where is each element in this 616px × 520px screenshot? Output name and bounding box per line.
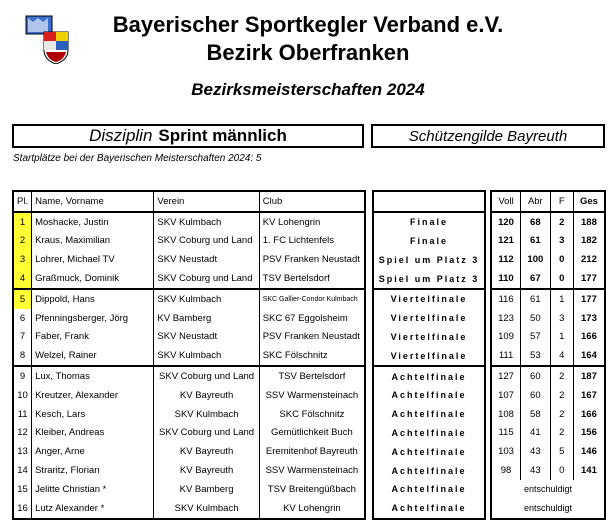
f-cell: 2	[550, 405, 573, 424]
abr-cell: 100	[521, 250, 551, 269]
ges-cell: 167	[581, 389, 597, 401]
place-cell: 6	[13, 309, 32, 328]
f-cell: 2	[550, 424, 573, 443]
voll-cell: 112	[491, 250, 521, 269]
round-cell: Viertelfinale	[390, 350, 468, 361]
round-cell: Finale	[373, 212, 485, 232]
round-cell: Achtelfinale	[373, 366, 485, 386]
club-cell: SKC Fölschnitz	[279, 408, 345, 420]
round-row	[373, 309, 485, 328]
round-row	[373, 212, 485, 232]
place-cell: 10	[13, 386, 32, 405]
table-row	[13, 212, 365, 232]
score-header-row	[491, 191, 605, 212]
voll-cell: 108	[491, 405, 521, 424]
col-verein: Verein	[154, 191, 259, 212]
table-row	[13, 328, 365, 347]
f-cell: 2	[550, 366, 573, 386]
place-cell: 1	[13, 212, 32, 232]
round-cell: Achtelfinale	[391, 503, 467, 514]
verein-cell: KV Bayreuth	[154, 461, 259, 480]
excused-cell: entschuldigt	[523, 484, 573, 495]
ges-cell: 177	[573, 289, 605, 309]
round-cell: Viertelfinale	[373, 289, 485, 309]
name-cell: Dippold, Hans	[32, 289, 154, 309]
club-cell: SKC Fölschnitz	[262, 350, 328, 362]
discipline-label: Disziplin	[89, 126, 153, 145]
score-row	[491, 442, 605, 461]
place-cell: 11	[13, 405, 32, 424]
verein-cell: KV Bayreuth	[154, 386, 259, 405]
ges-cell: 146	[581, 446, 597, 458]
round-row	[373, 499, 485, 519]
club-cell: TSV Breitengüßbach	[267, 483, 356, 495]
round-row	[373, 424, 485, 443]
score-row	[491, 405, 605, 424]
score-row	[491, 346, 605, 366]
round-cell: Viertelfinale	[390, 313, 468, 324]
score-row	[491, 250, 605, 269]
venue-name: Schützengilde Bayreuth	[408, 127, 568, 145]
name-cell: Lux, Thomas	[32, 366, 154, 386]
score-row	[491, 289, 605, 309]
f-cell: 0	[550, 269, 573, 289]
ges-cell: 164	[581, 350, 597, 362]
table-row	[13, 405, 365, 424]
f-cell: 0	[550, 461, 573, 480]
col-club: Club	[262, 195, 283, 207]
round-row	[373, 386, 485, 405]
score-row	[491, 309, 605, 328]
abr-cell: 68	[521, 212, 551, 232]
excused-cell: entschuldigt	[523, 503, 573, 514]
round-cell: Achtelfinale	[391, 409, 467, 420]
col-ges: Ges	[579, 195, 598, 207]
club-cell: TSV Bertelsdorf	[262, 273, 330, 285]
ges-cell: 141	[581, 465, 597, 477]
f-cell: 3	[550, 232, 573, 251]
ges-cell: 188	[573, 212, 605, 232]
round-cell: Achtelfinale	[391, 427, 467, 438]
abr-cell: 43	[521, 461, 551, 480]
ges-cell: 212	[581, 254, 597, 266]
place-cell: 2	[13, 232, 32, 251]
voll-cell: 120	[491, 212, 521, 232]
f-cell: 3	[550, 309, 573, 328]
round-row	[373, 328, 485, 347]
voll-cell: 98	[491, 461, 521, 480]
abr-cell: 41	[521, 424, 551, 443]
col-pl: Pl.	[13, 191, 32, 212]
score-row	[491, 232, 605, 251]
round-cell: Spiel um Platz 3	[378, 254, 480, 265]
voll-cell: 115	[491, 424, 521, 443]
col-abr: Abr	[521, 191, 551, 212]
col-name: Name, Vorname	[32, 191, 154, 212]
ges-cell: 166	[581, 408, 597, 420]
round-row	[373, 461, 485, 480]
f-cell: 2	[550, 212, 573, 232]
score-row	[491, 386, 605, 405]
abr-cell: 50	[521, 309, 551, 328]
club-cell: 1. FC Lichtenfels	[262, 235, 335, 247]
score-row	[491, 461, 605, 480]
place-cell: 7	[13, 328, 32, 347]
event-title: Bezirksmeisterschaften 2024	[191, 80, 425, 99]
voll-cell: 121	[491, 232, 521, 251]
discipline-box	[12, 124, 364, 148]
table-row	[13, 386, 365, 405]
voll-cell: 116	[491, 289, 521, 309]
results-table	[12, 190, 366, 520]
round-row	[373, 232, 485, 251]
ges-cell: 156	[581, 427, 597, 439]
verein-cell: SKV Coburg und Land	[154, 424, 259, 443]
f-cell: 1	[550, 289, 573, 309]
club-cell: KV Lohengrin	[283, 502, 341, 514]
club-cell: PSV Franken Neustadt	[262, 331, 360, 343]
name-cell: Lutz Alexander *	[32, 499, 154, 519]
name-cell: Anger, Arne	[32, 442, 154, 461]
club-cell: SKC 67 Eggolsheim	[262, 312, 348, 324]
verein-cell: KV Bamberg	[154, 480, 259, 499]
name-cell: Kraus, Maximilian	[32, 232, 154, 251]
abr-cell: 60	[521, 366, 551, 386]
table-row	[13, 480, 365, 499]
round-row	[373, 405, 485, 424]
round-table	[372, 190, 486, 520]
verein-cell: SKV Kulmbach	[154, 212, 259, 232]
voll-cell: 103	[491, 442, 521, 461]
f-cell: 5	[550, 442, 573, 461]
round-cell: Achtelfinale	[391, 390, 467, 401]
place-cell: 5	[13, 289, 32, 309]
verein-cell: SKV Neustadt	[154, 328, 259, 347]
abr-cell: 60	[521, 386, 551, 405]
verein-cell: SKV Coburg und Land	[154, 366, 259, 386]
place-cell: 16	[13, 499, 32, 519]
round-row	[373, 480, 485, 499]
f-cell: 4	[550, 346, 573, 366]
verein-cell: SKV Coburg und Land	[154, 232, 259, 251]
table-row	[13, 289, 365, 309]
score-row	[491, 328, 605, 347]
name-cell: Graßmuck, Dominik	[32, 269, 154, 289]
table-row	[13, 269, 365, 289]
ges-cell: 166	[581, 331, 597, 343]
score-row	[491, 480, 605, 499]
score-row	[491, 212, 605, 232]
round-cell: Achtelfinale	[391, 484, 467, 495]
table-row	[13, 366, 365, 386]
verein-cell: KV Bayreuth	[154, 442, 259, 461]
verein-cell: SKV Kulmbach	[154, 346, 259, 366]
f-cell: 1	[550, 328, 573, 347]
venue-box	[371, 124, 605, 148]
name-cell: Kesch, Lars	[32, 405, 154, 424]
voll-cell: 107	[491, 386, 521, 405]
name-cell: Kleiber, Andreas	[32, 424, 154, 443]
abr-cell: 43	[521, 442, 551, 461]
table-row	[13, 232, 365, 251]
club-cell: PSV Franken Neustadt	[262, 254, 360, 266]
name-cell: Welzel, Rainer	[32, 346, 154, 366]
club-cell: Eremitenhof Bayreuth	[265, 446, 358, 458]
club-cell: SSV Warmensteinach	[265, 389, 359, 401]
verein-cell: SKV Neustadt	[154, 250, 259, 269]
table-row	[13, 442, 365, 461]
club-cell: Gemütlichkeit Buch	[270, 427, 353, 439]
round-row	[373, 346, 485, 366]
discipline-value: Sprint männlich	[158, 126, 287, 145]
round-header-row	[373, 191, 485, 212]
table-row	[13, 250, 365, 269]
round-row	[373, 366, 485, 386]
abr-cell: 61	[521, 232, 551, 251]
abr-cell: 67	[521, 269, 551, 289]
table-row	[13, 499, 365, 519]
place-cell: 3	[13, 250, 32, 269]
score-row	[491, 269, 605, 289]
place-cell: 12	[13, 424, 32, 443]
club-cell: KV Lohengrin	[259, 212, 365, 232]
ges-cell: 187	[573, 366, 605, 386]
name-cell: Jelitte Christian *	[32, 480, 154, 499]
f-cell: 0	[550, 250, 573, 269]
round-cell: Viertelfinale	[390, 331, 468, 342]
table-header-row	[13, 191, 365, 212]
col-voll: Voll	[491, 191, 521, 212]
place-cell: 15	[13, 480, 32, 499]
voll-cell: 127	[491, 366, 521, 386]
startplaces-note: Startplätze bei der Bayerischen Meisterschaften 2024: 5	[13, 153, 262, 164]
voll-cell: 110	[491, 269, 521, 289]
verein-cell: KV Bamberg	[154, 309, 259, 328]
table-row	[13, 424, 365, 443]
round-cell: Achtelfinale	[391, 465, 467, 476]
score-row	[491, 366, 605, 386]
f-cell: 2	[550, 386, 573, 405]
abr-cell: 58	[521, 405, 551, 424]
round-cell: Achtelfinale	[391, 446, 467, 457]
table-row	[13, 461, 365, 480]
name-cell: Lohrer, Michael TV	[32, 250, 154, 269]
voll-cell: 111	[491, 346, 521, 366]
round-cell: Finale	[409, 235, 448, 246]
club-cell: SSV Warmensteinach	[265, 465, 359, 477]
round-row	[373, 442, 485, 461]
voll-cell: 123	[491, 309, 521, 328]
col-f: F	[550, 191, 573, 212]
score-row	[491, 499, 605, 519]
name-cell: Faber, Frank	[32, 328, 154, 347]
ges-cell: 177	[581, 273, 597, 285]
verein-cell: SKV Coburg und Land	[154, 269, 259, 289]
place-cell: 9	[13, 366, 32, 386]
round-row	[373, 289, 485, 309]
score-row	[491, 424, 605, 443]
name-cell: Kreutzer, Alexander	[32, 386, 154, 405]
header-subtitle: Bezirk Oberfranken	[206, 40, 410, 65]
voll-cell: 109	[491, 328, 521, 347]
round-row	[373, 250, 485, 269]
abr-cell: 61	[521, 289, 551, 309]
round-cell: Spiel um Platz 3	[378, 273, 480, 284]
table-row	[13, 309, 365, 328]
club-cell: SKC Gallier-Condor Kulmbach	[259, 289, 365, 309]
place-cell: 8	[13, 346, 32, 366]
header-title: Bayerischer Sportkegler Verband e.V.	[112, 12, 504, 37]
club-cell: TSV Bertelsdorf	[259, 366, 365, 386]
abr-cell: 53	[521, 346, 551, 366]
table-row	[13, 346, 365, 366]
abr-cell: 57	[521, 328, 551, 347]
name-cell: Pfenningsberger, Jörg	[32, 309, 154, 328]
place-cell: 13	[13, 442, 32, 461]
ges-cell: 173	[581, 312, 597, 324]
place-cell: 4	[13, 269, 32, 289]
name-cell: Moshacke, Justin	[32, 212, 154, 232]
verein-cell: SKV Kulmbach	[154, 499, 259, 519]
ges-cell: 182	[581, 235, 597, 247]
score-table	[490, 190, 606, 520]
verein-cell: SKV Kulmbach	[154, 289, 259, 309]
round-row	[373, 269, 485, 289]
name-cell: Straritz, Florian	[32, 461, 154, 480]
verein-cell: SKV Kulmbach	[154, 405, 259, 424]
place-cell: 14	[13, 461, 32, 480]
